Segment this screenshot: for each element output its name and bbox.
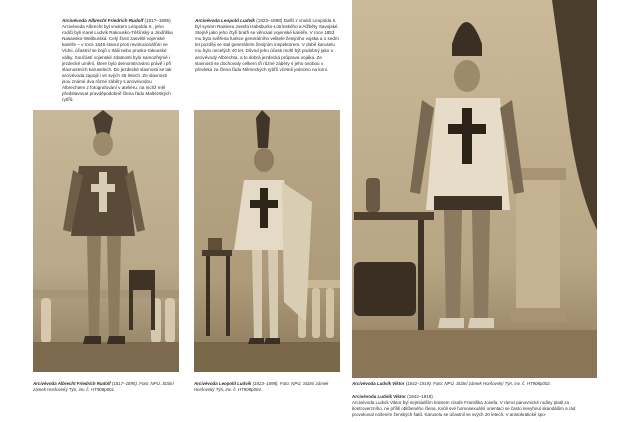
- col1-caption-dates: (1817–1895).: [111, 381, 139, 386]
- col2-heading-dates: (1823–1898): [256, 18, 283, 23]
- col3-heading-dates: (1842–1919): [407, 394, 433, 399]
- photo-ludvik-viktor-image: [352, 0, 597, 378]
- col1-caption-name: Arcivévoda Albrecht Friedrich Rudolf: [33, 381, 111, 386]
- col2-caption-dates: (1823–1898).: [252, 381, 279, 386]
- col2-caption: [194, 381, 344, 393]
- col3-heading-name: Arcivévoda Ludvík Viktor: [352, 394, 406, 399]
- col2-heading-name: Arcivévoda Leopold Ludvík: [195, 18, 255, 23]
- col2-caption-name: Arcivévoda Leopold Ludvík: [194, 381, 252, 386]
- col3-caption-source: Foto: NPÚ, Státní zámek Horšovský Týn, inv. č. HT908p002.: [433, 381, 551, 386]
- col1-body: Arcivévoda Albrecht byl vnukem Leopolda II., jeho rodiči byli Karel Ludvík Rakousko-Těšínský a Jindřiška Nasavsko-Weilburská. Celý život zasvětil vojenské kariéře – v roce 1848 stanul proti revolucionářům ve Vídni, účastnil se bojů v Itálii nebo prusko-rakouské války. Součástí vojenské zdatnosti bylo samozřejmě i jezdecké umění, které bylo demonstrováno právě i při slavnostních karuselech. Do jezdecké slavnosti se tak arcivévoda zapojil i ve svých 45 letech. Ze slavnosti jsou známé dva různé záběry s arcivévodou Albrechtem z fotografování v ateliéru, na nichž měl představovat pravděpodobně člena řádu Maltézských rytířů.: [62, 24, 173, 103]
- col3-text-block: [352, 394, 598, 418]
- col2-body: Další z vnuků Leopolda II. byl synem Rainiera Josefa Habsburko-Lotrinského a Alžběty Savojské. Stejně jako jeho čtyři bratři se věnoval vojenské kariéře. V roce 1853 mu byla svěřena funkce generálního velitele ženijního vojska a o sedm let později se stal generálním ženijním inspektorem. V době karuselu mu bylo necelých 40 let. Důvod jeho účasti mohl být podobný jako u arcivévody Albrechta, a to dobrá jezdecká průprava vojáka. Ze slavnosti se dochovaly celkem tři různé záběry s jeho osobou v převleku za člena řádu Německých rytířů včetně jednoho na koni.: [195, 18, 339, 72]
- photo-albrecht-image: [33, 110, 179, 372]
- photo-leopold: [194, 110, 340, 372]
- col2-caption-source: Foto: NPÚ, Státní zámek Horšovský Týn, inv. č. HT908p004.: [194, 381, 329, 392]
- col3-caption-name: Arcivévoda Ludvík Viktor: [352, 381, 405, 386]
- col3-caption: [352, 381, 597, 387]
- col3-caption-dates: (1842–1919).: [405, 381, 432, 386]
- photo-albrecht: [33, 110, 179, 372]
- col1-heading-name: Arcivévoda Albrecht Friedrich Rudolf: [62, 18, 144, 23]
- col1-caption: [33, 381, 183, 393]
- col3-body: Arcivévoda Ludvík Viktor byl nejmladším bratrem císaře Františka Josefa. V rámci panovnické rodiny platil za kontroverzního, ne příliš oblíbeného člena. Kvůli své homosexuální orientaci se často nevyhnul skandálům a rád provokoval nošením ženských šatů. Karuselu se účastnil ve svých 20 letech. V aristokratické spo-: [352, 400, 576, 417]
- photo-ludvik-viktor: [352, 0, 597, 378]
- col1-caption-source: Foto: NPÚ, Státní zámek Horšovský Týn, inv. č. HT908p001.: [33, 381, 174, 392]
- col1-text-block: [62, 18, 174, 103]
- photo-leopold-image: [194, 110, 340, 372]
- col1-heading-dates: (1817–1895): [144, 18, 171, 23]
- col2-text-block: [195, 18, 341, 73]
